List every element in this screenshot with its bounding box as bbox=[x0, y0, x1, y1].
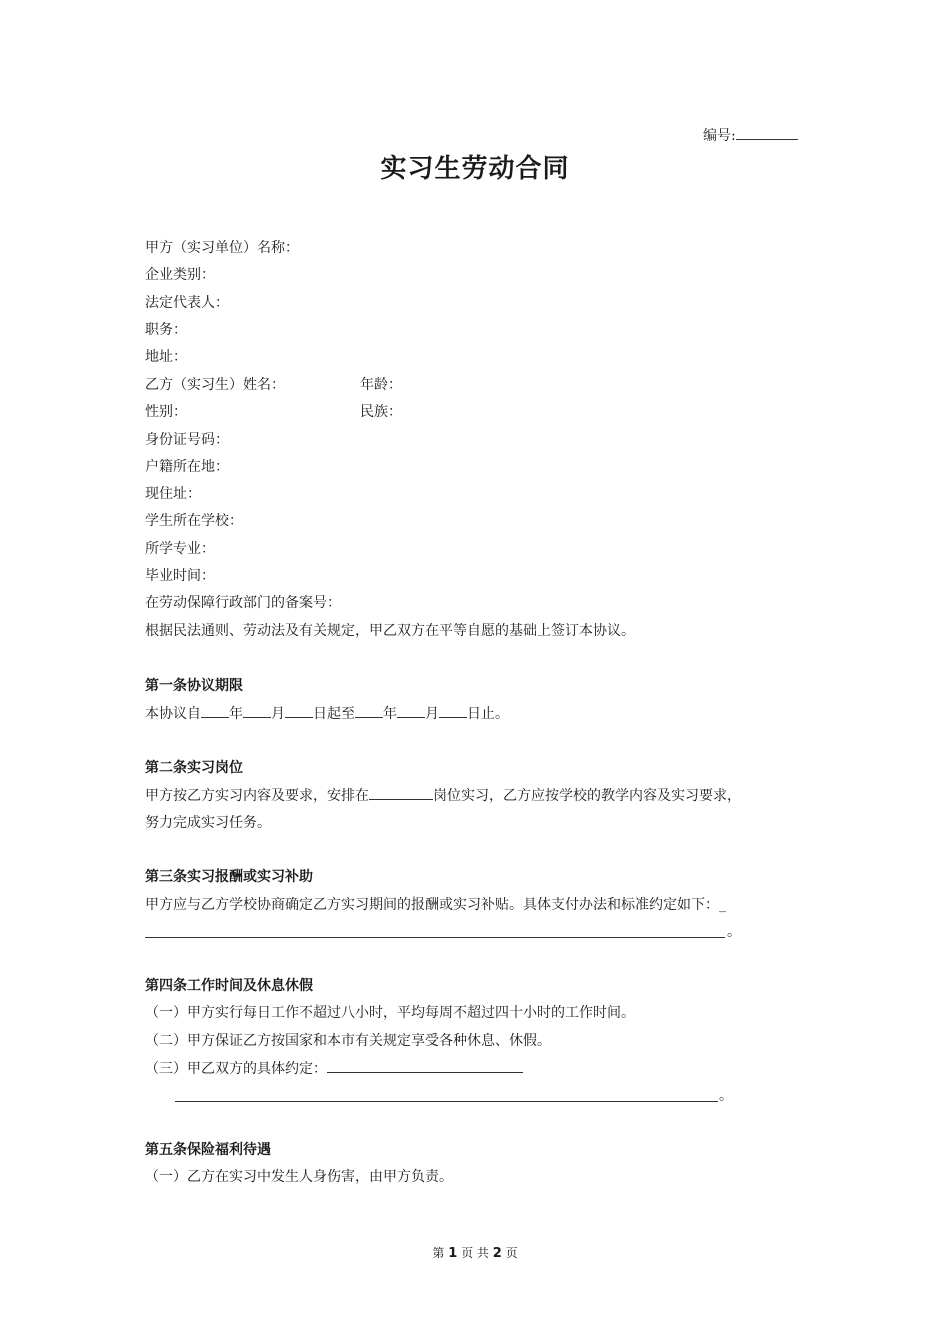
article1-p5: 年 bbox=[383, 706, 397, 722]
end-year-blank[interactable] bbox=[355, 703, 383, 718]
major-field: 所学专业： bbox=[145, 541, 215, 557]
article4-item3-label: （三）甲乙双方的具体约定： bbox=[145, 1061, 327, 1077]
page-footer bbox=[0, 1244, 950, 1263]
article2-line2: 努力完成实习任务。 bbox=[145, 815, 271, 831]
article3-heading: 第三条实习报酬或实习补助 bbox=[145, 869, 313, 885]
footer-mid: 页 共 bbox=[461, 1246, 489, 1260]
article1-p3: 月 bbox=[271, 706, 285, 722]
internship-post-blank[interactable] bbox=[369, 785, 433, 800]
doc-number-label: 编号: bbox=[703, 128, 736, 144]
party-b-name: 乙方（实习生）姓名： bbox=[145, 377, 285, 393]
article1-p7: 日止。 bbox=[467, 706, 509, 722]
gender-field: 性别： bbox=[145, 404, 187, 420]
article1-p4: 日起至 bbox=[313, 706, 355, 722]
preamble-text: 根据民法通则、劳动法及有关规定，甲乙双方在平等自愿的基础上签订本协议。 bbox=[145, 623, 635, 639]
footer-suffix: 页 bbox=[505, 1246, 518, 1260]
end-day-blank[interactable] bbox=[439, 703, 467, 718]
article3-line1: 甲方应与乙方学校协商确定乙方实习期间的报酬或实习补贴。具体支付办法和标准约定如下：_ bbox=[145, 897, 726, 913]
article1-p1: 本协议自 bbox=[145, 706, 201, 722]
article4-item1: （一）甲方实行每日工作不超过八小时，平均每周不超过四十小时的工作时间。 bbox=[145, 1005, 635, 1021]
end-month-blank[interactable] bbox=[397, 703, 425, 718]
address-field: 地址： bbox=[145, 349, 187, 365]
article2-line1 bbox=[145, 785, 741, 806]
article5-item1: （一）乙方在实习中发生人身伤害，由甲方负责。 bbox=[145, 1169, 453, 1185]
article2-heading: 第二条实习岗位 bbox=[145, 760, 243, 776]
start-year-blank[interactable] bbox=[201, 703, 229, 718]
school-field: 学生所在学校： bbox=[145, 513, 243, 529]
position-field: 职务： bbox=[145, 322, 187, 338]
doc-number-blank[interactable] bbox=[736, 125, 798, 140]
specific-agreement-blank[interactable] bbox=[327, 1058, 523, 1073]
article2-line1b: 岗位实习，乙方应按学校的教学内容及实习要求， bbox=[433, 788, 741, 804]
article4-heading: 第四条工作时间及休息休假 bbox=[145, 978, 313, 994]
enterprise-type: 企业类别： bbox=[145, 267, 215, 283]
article3-end: 。 bbox=[727, 924, 741, 940]
footer-total-pages: 2 bbox=[492, 1246, 502, 1261]
start-month-blank[interactable] bbox=[243, 703, 271, 718]
page-title: 实习生劳动合同 bbox=[380, 154, 570, 184]
id-number-field: 身份证号码： bbox=[145, 432, 229, 448]
current-address-field: 现住址： bbox=[145, 486, 201, 502]
article3-blank-line[interactable] bbox=[145, 937, 725, 938]
article1-p6: 月 bbox=[425, 706, 439, 722]
footer-prefix: 第 bbox=[432, 1246, 445, 1260]
article4-end: 。 bbox=[719, 1088, 733, 1104]
article5-heading: 第五条保险福利待遇 bbox=[145, 1142, 271, 1158]
ethnicity-field: 民族： bbox=[360, 404, 402, 420]
legal-representative: 法定代表人： bbox=[145, 295, 229, 311]
article1-p2: 年 bbox=[229, 706, 243, 722]
party-a-name: 甲方（实习单位）名称： bbox=[145, 240, 299, 256]
filing-number-field: 在劳动保障行政部门的备案号： bbox=[145, 595, 341, 611]
footer-current-page: 1 bbox=[448, 1246, 458, 1261]
article4-blank-line[interactable] bbox=[175, 1101, 718, 1102]
article1-heading: 第一条协议期限 bbox=[145, 678, 243, 694]
doc-number bbox=[703, 125, 798, 146]
article1-text bbox=[145, 703, 509, 724]
article2-line1a: 甲方按乙方实习内容及要求，安排在 bbox=[145, 788, 369, 804]
article4-item2: （二）甲方保证乙方按国家和本市有关规定享受各种休息、休假。 bbox=[145, 1033, 551, 1049]
article4-item3 bbox=[145, 1058, 523, 1079]
household-field: 户籍所在地： bbox=[145, 459, 229, 475]
start-day-blank[interactable] bbox=[285, 703, 313, 718]
age-field: 年龄： bbox=[360, 377, 402, 393]
graduation-field: 毕业时间： bbox=[145, 568, 215, 584]
